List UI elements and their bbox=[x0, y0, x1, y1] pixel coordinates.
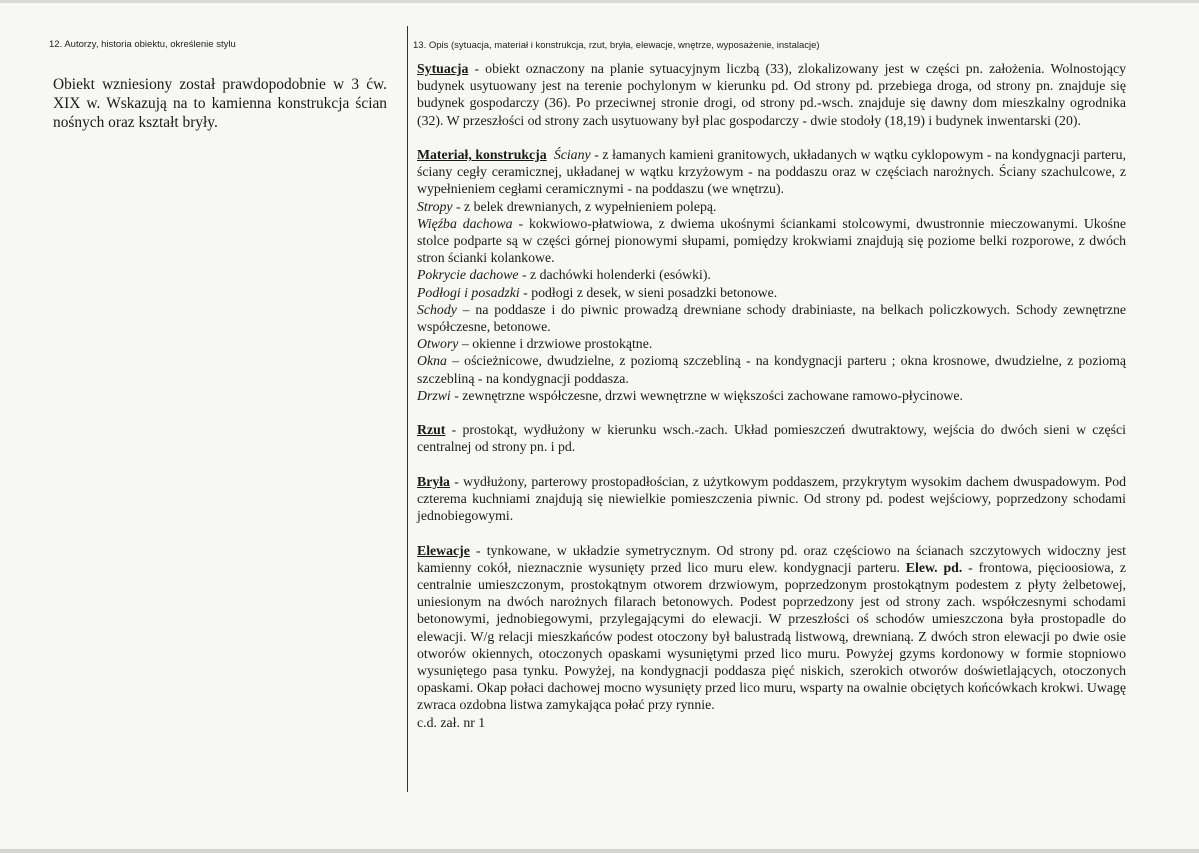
floors-line bbox=[417, 284, 1126, 301]
paragraph-gap bbox=[417, 129, 1126, 146]
truss-paragraph bbox=[417, 215, 1126, 267]
truss-text: - kokwiowo-płatwiowa, z dwiema ukośnymi ściankami stolcowymi, dwustronnie mieczowanymi. Ukośne stolce podparte są w części górnej pionowymi słupami, pomiędzy krokwiami znajdują się poziome belki rozporowe, z dwóch stron ścianki kolankowe. bbox=[417, 215, 1126, 266]
elewacje-text-1: - tynkowane, w układzie symetrycznym. Od strony pd. oraz częściowo na ścianach szczytowych widoczny jest kamienny cokół, nieznacznie wysunięty przed lico muru elew. kondygnacji parteru. bbox=[417, 542, 1126, 575]
windows-paragraph bbox=[417, 352, 1126, 386]
authors-history-text: Obiekt wzniesiony został prawdopodobnie w 3 ćw. XIX w. Wskazują na to kamienna konstrukcja ścian nośnych oraz kształt bryły. bbox=[53, 76, 387, 131]
elewacje-text-2: - frontowa, pięcioosiowa, z centralnie umieszczonym, prostokątnym otworem drzwiowym, poprzedzonym prostokątnym podestem z płyty żelbetowej, uniesionym na dwóch narożnych filarach betonowych. Podest poprzedzony jest od strony zach. współczesnymi schodami betonowymi, jednobiegowymi, przylegającymi do elewacji. W przeszłości oś schodów umieszczona była prostopadle do elewacji. W/g relacji mieszkańców podest otoczony był balustradą listwową, drewnianą. Z dwóch stron elewacji po dwie osie otworów okiennych, otoczonych opaskami wysuniętymi przed lico muru. Powyżej gzyms kordonowy w formie stopniowo wysuniętego pasa tynku. Powyżej, na kondygnacji poddasza pięć niskich, szerokich otworów doświetlających, otoczonych opaskami. Okap połaci dachowej mocno wysunięty przed lico muru, wsparty na owalnie obciętych końcówkach krokwi. Uwagę zwraca ozdobna listwa zamykająca połać przy rynnie. bbox=[417, 559, 1126, 713]
walls-text: - z łamanych kamieni granitowych, układanych w wątku cyklopowym - na kondygnacji parteru, ściany cegły ceramicznej, układanej w wątku krzyżowym - na poddaszu oraz w częściach narożnych. Ściany szachulcowe, z wypełnieniem cegłami ceramicznymi - na poddaszu (we wnętrzu). bbox=[417, 147, 1126, 197]
description-body bbox=[417, 60, 1126, 731]
rzut-heading: Rzut bbox=[417, 422, 446, 438]
rzut-text: - prostokąt, wydłużony w kierunku wsch.-zach. Układ pomieszczeń dwutraktowy, wejścia do dwóch sieni w części centralnej od strony pn. i pd. bbox=[417, 422, 1126, 455]
rzut-paragraph bbox=[417, 421, 1126, 455]
ceilings-text: - z belek drewnianych, z wypełnieniem polepą. bbox=[452, 198, 717, 214]
material-heading: Materiał, konstrukcja bbox=[417, 147, 547, 162]
truss-label: Więźba dachowa bbox=[417, 215, 513, 231]
openings-line bbox=[417, 335, 1126, 352]
doors-line bbox=[417, 387, 1126, 404]
sytuacja-heading: Sytuacja bbox=[417, 61, 469, 76]
scan-edge-bottom bbox=[0, 849, 1199, 853]
stairs-paragraph bbox=[417, 301, 1126, 335]
material-paragraph bbox=[417, 146, 1126, 198]
column-divider bbox=[407, 26, 408, 792]
scan-edge-top bbox=[0, 0, 1199, 3]
elew-pd-label: Elew. pd. bbox=[905, 559, 963, 575]
continued-note: c.d. zał. nr 1 bbox=[417, 714, 486, 730]
windows-text: – ościeżnicowe, dwudzielne, z poziomą szczebliną - na kondygnacji parteru ; okna krosnowe, dwudzielne, z poziomą szczebliną - na kondygnacji poddasza. bbox=[417, 353, 1126, 386]
roofing-label: Pokrycie dachowe bbox=[417, 267, 519, 283]
walls-label: Ściany bbox=[553, 147, 591, 162]
section-12-label: 12. Autorzy, historia obiektu, określenie stylu bbox=[49, 39, 236, 50]
doors-text: - zewnętrzne współczesne, drzwi wewnętrzne w większości zachowane ramowo-płycinowe. bbox=[450, 387, 963, 403]
roofing-text: - z dachówki holenderki (esówki). bbox=[518, 267, 711, 283]
stairs-text: – na poddasze i do piwnic prowadzą drewniane schody drabiniaste, na belkach policzkowych. Schody zewnętrzne współczesne, betonowe. bbox=[417, 301, 1126, 335]
ceilings-label: Stropy bbox=[417, 198, 453, 214]
openings-text: – okienne i drzwiowe prostokątne. bbox=[458, 336, 653, 352]
bryla-text: - wydłużony, parterowy prostopadłościan, z użytkowym poddaszem, przykrytym wysokim dachem dwuspadowym. Pod czterema kuchniami znajdują się niewielkie pomieszczenia piwnic. Od strony pd. podest wejściowy, poprzedzony schodami jednobiegowymi. bbox=[417, 473, 1126, 524]
elewacje-paragraph bbox=[417, 542, 1126, 714]
doors-label: Drzwi bbox=[417, 387, 451, 403]
elewacje-heading: Elewacje bbox=[417, 542, 470, 558]
floors-label: Podłogi i posadzki bbox=[417, 284, 520, 300]
paragraph-gap bbox=[417, 524, 1126, 541]
sytuacja-paragraph bbox=[417, 60, 1126, 129]
paragraph-gap bbox=[417, 404, 1126, 421]
section-13-label: 13. Opis (sytuacja, materiał i konstrukcja, rzut, bryła, elewacje, wnętrze, wyposażenie, instalacje) bbox=[413, 40, 820, 51]
floors-text: - podłogi z desek, w sieni posadzki betonowe. bbox=[519, 284, 778, 300]
stairs-label: Schody bbox=[417, 301, 457, 317]
paragraph-gap bbox=[417, 456, 1126, 473]
bryla-paragraph bbox=[417, 473, 1126, 525]
sytuacja-text: - obiekt oznaczony na planie sytuacyjnym liczbą (33), zlokalizowany jest w części pn. założenia. Wolnostojący budynek usytuowany jest na terenie pochylonym w kierunku pd. Od strony pd. przebiega droga, od strony pn. znajduje się budynek gospodarczy (36). Po przeciwnej stronie drogi, od strony pd.-wsch. znajduje się dawny dom mieszkalny ogrodnika (32). W przeszłości od strony zach usytuowany był plac gospodarczy - dwie stodoły (18,19) i budynek inwentarski (20). bbox=[417, 61, 1126, 128]
ceilings-line bbox=[417, 198, 1126, 215]
openings-label: Otwory bbox=[417, 336, 459, 352]
bryla-heading: Bryła bbox=[417, 473, 450, 489]
roofing-line bbox=[417, 266, 1126, 283]
windows-label: Okna bbox=[417, 353, 447, 369]
